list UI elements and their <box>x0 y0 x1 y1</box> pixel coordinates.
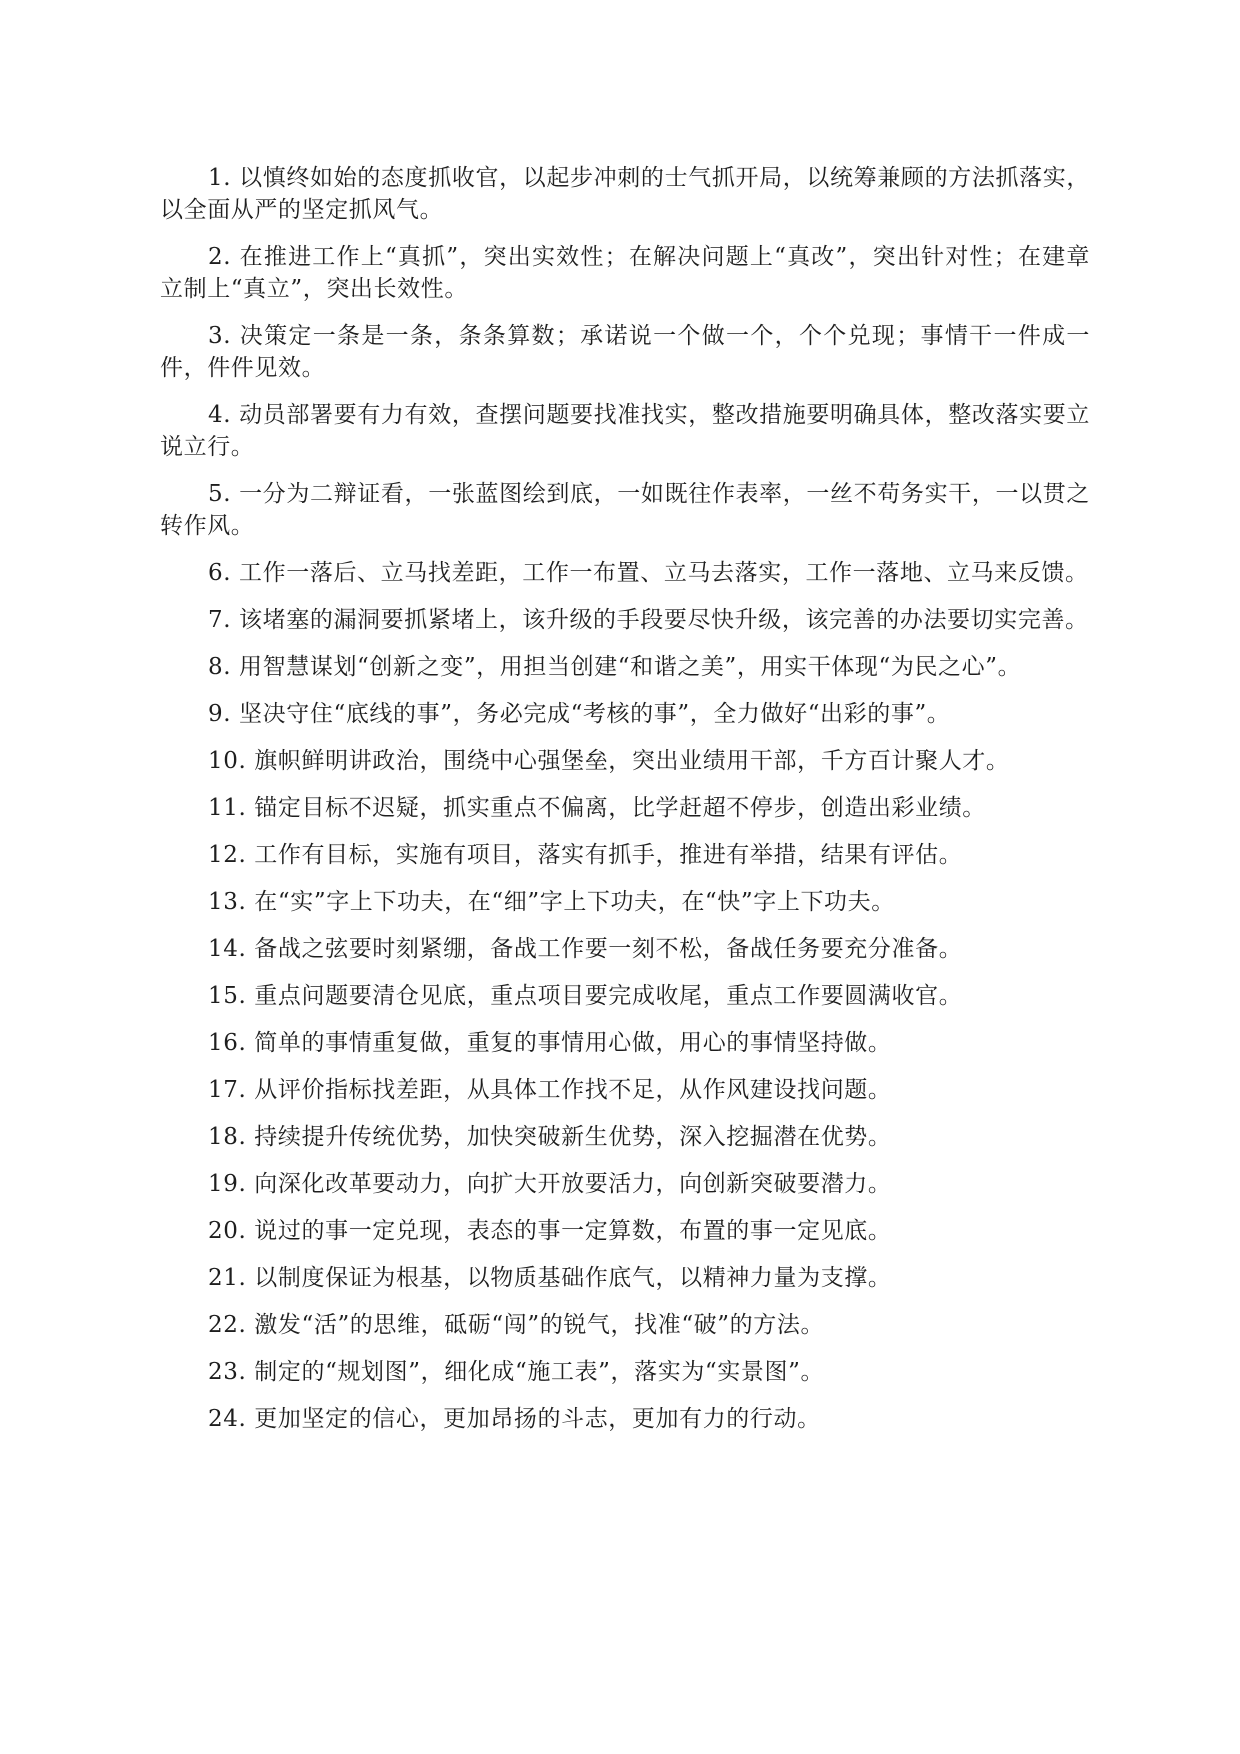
paragraph-21: 21. 以制度保证为根基，以物质基础作底气，以精神力量为支撑。 <box>208 1265 892 1291</box>
paragraph-19: 19. 向深化改革要动力，向扩大开放要活力，向创新突破要潜力。 <box>208 1171 892 1197</box>
paragraph-12: 12. 工作有目标，实施有项目，落实有抓手，推进有举措，结果有评估。 <box>208 842 963 868</box>
paragraph-3: 3. 决策定一条是一条，条条算数；承诺说一个做一个，个个兑现；事情干一件成一件，件件见效。 <box>160 323 1090 381</box>
document-body <box>160 162 1090 1450</box>
paragraph-6: 6. 工作一落后、立马找差距，工作一布置、立马去落实，工作一落地、立马来反馈。 <box>208 560 1089 586</box>
paragraph-20: 20. 说过的事一定兑现，表态的事一定算数，布置的事一定见底。 <box>208 1218 892 1244</box>
paragraph-14: 14. 备战之弦要时刻紧绷，备战工作要一刻不松，备战任务要充分准备。 <box>208 936 963 962</box>
paragraph-16: 16. 简单的事情重复做，重复的事情用心做，用心的事情坚持做。 <box>208 1030 892 1056</box>
paragraph-11: 11. 锚定目标不迟疑，抓实重点不偏离，比学赶超不停步，创造出彩业绩。 <box>208 795 986 821</box>
paragraph-5: 5. 一分为二辩证看，一张蓝图绘到底，一如既往作表率，一丝不苟务实干，一以贯之转作风。 <box>160 481 1090 539</box>
paragraph-24: 24. 更加坚定的信心，更加昂扬的斗志，更加有力的行动。 <box>208 1406 821 1432</box>
paragraph-8: 8. 用智慧谋划“创新之变”，用担当创建“和谐之美”，用实干体现“为民之心”。 <box>208 654 1022 680</box>
paragraph-22: 22. 激发“活”的思维，砥砺“闯”的锐气，找准“破”的方法。 <box>208 1312 825 1338</box>
paragraph-18: 18. 持续提升传统优势，加快突破新生优势，深入挖掘潜在优势。 <box>208 1124 892 1150</box>
paragraph-7: 7. 该堵塞的漏洞要抓紧堵上，该升级的手段要尽快升级，该完善的办法要切实完善。 <box>208 607 1089 633</box>
paragraph-9: 9. 坚决守住“底线的事”，务必完成“考核的事”，全力做好“出彩的事”。 <box>208 701 951 727</box>
paragraph-23: 23. 制定的“规划图”，细化成“施工表”，落实为“实景图”。 <box>208 1359 825 1385</box>
paragraph-13: 13. 在“实”字上下功夫，在“细”字上下功夫，在“快”字上下功夫。 <box>208 889 895 915</box>
paragraph-17: 17. 从评价指标找差距，从具体工作找不足，从作风建设找问题。 <box>208 1077 892 1103</box>
paragraph-2: 2. 在推进工作上“真抓”，突出实效性；在解决问题上“真改”，突出针对性；在建章立制上“真立”，突出长效性。 <box>160 244 1090 302</box>
paragraph-10: 10. 旗帜鲜明讲政治，围绕中心强堡垒，突出业绩用干部，千方百计聚人才。 <box>208 748 1010 774</box>
paragraph-1: 1. 以慎终如始的态度抓收官，以起步冲刺的士气抓开局，以统筹兼顾的方法抓落实，以全面从严的坚定抓风气。 <box>160 165 1090 223</box>
paragraph-4: 4. 动员部署要有力有效，查摆问题要找准找实，整改措施要明确具体，整改落实要立说立行。 <box>160 402 1090 460</box>
paragraph-15: 15. 重点问题要清仓见底，重点项目要完成收尾，重点工作要圆满收官。 <box>208 983 963 1009</box>
